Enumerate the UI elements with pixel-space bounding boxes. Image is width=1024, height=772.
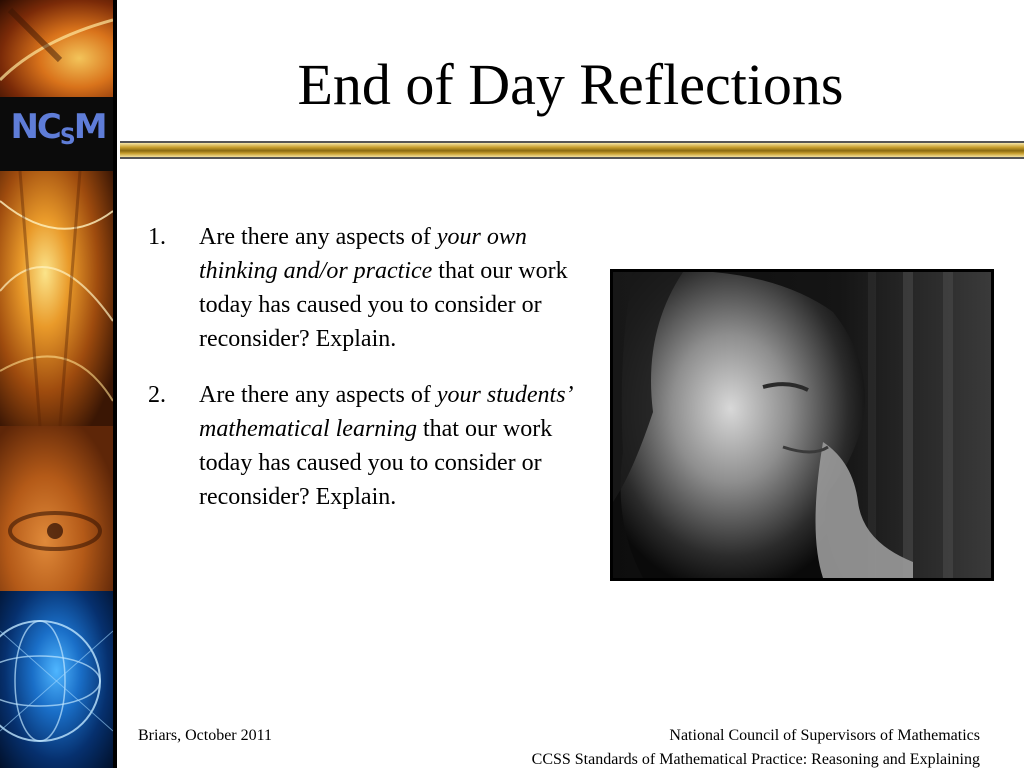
logo-block [0, 97, 113, 171]
list-item-number: 1. [148, 224, 166, 250]
footer-author-date: Briars, October 2011 [138, 727, 273, 744]
list-item-emphasis: your own thinking and/or practice [199, 224, 527, 284]
footer-organization [532, 724, 980, 772]
decorative-image-middle [0, 171, 113, 426]
decorative-image-lower [0, 426, 113, 591]
list-item-text: that our work today has caused you to consider or reconsider? Explain. [199, 416, 553, 510]
list-item [148, 378, 598, 514]
decorative-image-top [0, 0, 113, 97]
footer-presentation-title: CCSS Standards of Mathematical Practice: Reasoning and Explaining [531, 751, 980, 768]
title-divider [120, 141, 1024, 159]
decorative-sidebar [0, 0, 117, 768]
list-item [148, 220, 598, 356]
list-item-text: Are there any aspects of [199, 382, 437, 408]
slide-title: End of Day Reflections [297, 52, 844, 117]
thinking-man-photo [610, 269, 994, 581]
decorative-image-bottom [0, 591, 113, 768]
list-item-text: that our work today has caused you to consider or reconsider? Explain. [199, 258, 568, 352]
list-item-number: 2. [148, 382, 166, 408]
footer-org-name: National Council of Supervisors of Mathematics [669, 727, 980, 744]
ncsm-logo: NCSM [10, 107, 106, 150]
list-item-text: Are there any aspects of [199, 224, 437, 250]
list-item-emphasis: your students’ mathematical learning [199, 382, 571, 442]
reflection-list [148, 220, 598, 536]
